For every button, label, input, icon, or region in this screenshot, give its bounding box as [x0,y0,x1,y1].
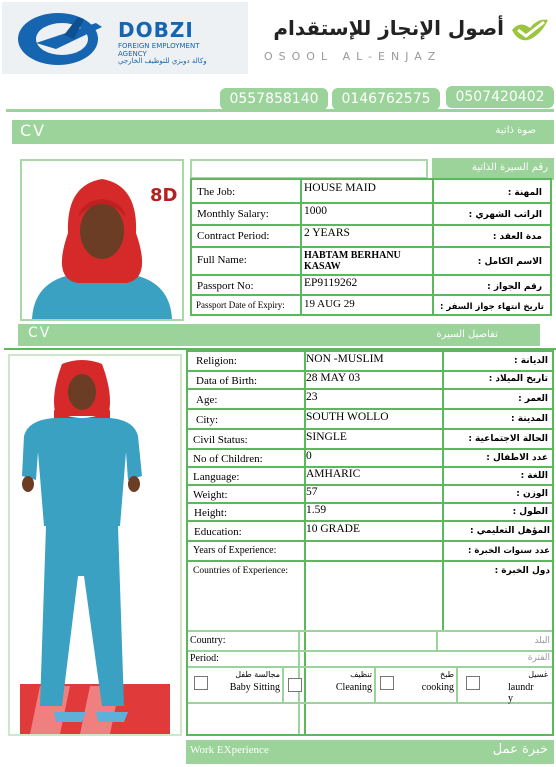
weight-label-ar: الوزن : [516,489,548,499]
work-experience-band [186,740,554,764]
city-label: City: [196,414,219,426]
civil-status-value: SINGLE [306,431,347,443]
dob-label: Data of Birth: [196,375,258,387]
age-label: Age: [196,394,218,406]
period-label: Period: [190,653,219,664]
top-fields-table [190,178,552,316]
job-label-ar: المهنة : [507,188,542,198]
countries-exp-label-ar: دول الخبرة : [494,566,550,576]
countries-exp-label: Countries of Experience: [193,566,288,576]
cv-band [12,120,554,144]
civil-status-label: Civil Status: [193,434,248,446]
skill-ar-laundry: غسيل [528,670,548,679]
cv-ref-box [190,159,428,179]
cv-band-arabic: صوة ذاتية [495,125,536,136]
skill-checkbox-cleaning[interactable] [288,678,302,692]
language-label-ar: اللغة : [520,471,548,481]
height-label: Height: [194,507,227,519]
partner-logo [258,2,554,74]
partner-arabic-name: أصول الإنجاز للإستقدام [273,16,504,40]
dobzi-plane-icon [16,9,110,69]
dob-value: 28 MAY 03 [306,372,361,384]
expiry-value: 19 AUG 29 [304,298,355,310]
job-value: HOUSE MAID [304,182,376,194]
work-experience-arabic: خبرة عمل [492,742,548,757]
dob-label-ar: تاريخ الميلاد : [488,374,548,384]
skill-ar-baby-sitting: مجالسة طفل [235,670,280,679]
cv-band-title: CV [20,121,47,140]
skill-cooking: cooking [421,682,454,693]
religion-label-ar: الديانة : [514,356,548,366]
portrait-photo-frame [20,159,184,321]
partner-english-name: OSOOL AL-ENJAZ [264,50,442,63]
language-value: AMHARIC [306,468,361,480]
agency-logo [2,2,248,74]
fullbody-photo-frame [8,354,182,736]
agency-sub2: AGENCY [118,50,147,58]
phone-2[interactable]: 0146762575 [332,88,440,110]
city-value: SOUTH WOLLO [306,411,389,423]
expiry-label: Passport Date of Expiry: [196,300,285,310]
salary-label-ar: الراتب الشهري : [468,210,542,220]
skill-baby-sitting: Baby Sitting [229,682,280,693]
height-label-ar: الطول : [512,507,548,517]
children-value: 0 [306,450,312,462]
cv-ref-label-text: رقم السيرة الذاتية [471,162,548,173]
agency-arabic: وكالة دوبزي للتوظيف الخارجي [118,57,207,65]
fullbody-photo [10,356,180,734]
skill-checkbox-baby-sitting[interactable] [194,676,208,690]
skill-laundry: laundry [508,682,534,704]
contract-label-ar: مدة العقد : [492,232,542,242]
education-label: Education: [194,526,242,538]
experience-years-label: Years of Experience: [193,545,277,556]
religion-value: NON -MUSLIM [306,353,384,365]
weight-value: 57 [306,486,318,498]
salary-value: 1000 [304,205,327,217]
period-label-ar: الفترة [527,653,550,663]
cv-details-band [18,324,540,346]
contract-value: 2 YEARS [304,227,350,239]
age-label-ar: العمر : [518,394,548,404]
phone-1[interactable]: 0557858140 [220,88,328,110]
cv-ref-label [432,158,554,180]
cv-details-title: CV [28,325,52,341]
passport-label-ar: رقم الجواز : [487,282,542,292]
expiry-label-ar: تاريخ انتهاء جواز السفر : [440,302,544,312]
age-value: 23 [306,391,318,403]
agency-sub1: FOREIGN EMPLOYMENT [118,42,200,50]
work-experience-title: Work EXperience [190,744,269,756]
job-label: The Job: [197,186,236,198]
country-label-ar: البلد [534,636,550,646]
height-value: 1.59 [306,504,327,516]
education-label-ar: المؤهل التعليمي : [470,526,550,536]
details-table [186,350,554,736]
skill-checkbox-laundry[interactable] [466,676,480,690]
skill-ar-cleaning: تنظيف [350,670,372,679]
skill-checkbox-cooking[interactable] [380,676,394,690]
agency-name: DOBZI [118,18,194,42]
passport-label: Passport No: [197,280,254,292]
contract-label: Contract Period: [197,230,270,242]
skill-cleaning: Cleaning [335,682,372,693]
children-label-ar: عدد الاطفال : [486,453,548,463]
children-label: No of Children: [193,453,263,465]
religion-label: Religion: [196,355,237,367]
country-label: Country: [190,635,226,646]
fullname-value: HABTAM BERHANU KASAW [304,250,401,272]
language-label: Language: [193,471,240,483]
weight-label: Weight: [193,489,228,501]
salary-label: Monthly Salary: [197,208,269,220]
city-label-ar: المدينة : [511,414,548,424]
phone-3[interactable]: 0507420402 [446,86,554,108]
skill-ar-cooking: طبخ [440,670,454,679]
passport-value: EP9119262 [304,277,358,289]
cv-details-arabic: تفاصيل السيرة [436,329,498,340]
fullname-label: Full Name: [197,254,247,266]
candidate-code: 8D [150,185,178,206]
experience-years-label-ar: عدد سنوات الخبرة : [468,546,550,556]
fullname-label-ar: الاسم الكامل : [477,257,542,267]
education-value: 10 GRADE [306,523,360,535]
check-leaf-icon [508,16,552,46]
civil-status-label-ar: الحالة الاجتماعية : [468,434,548,444]
